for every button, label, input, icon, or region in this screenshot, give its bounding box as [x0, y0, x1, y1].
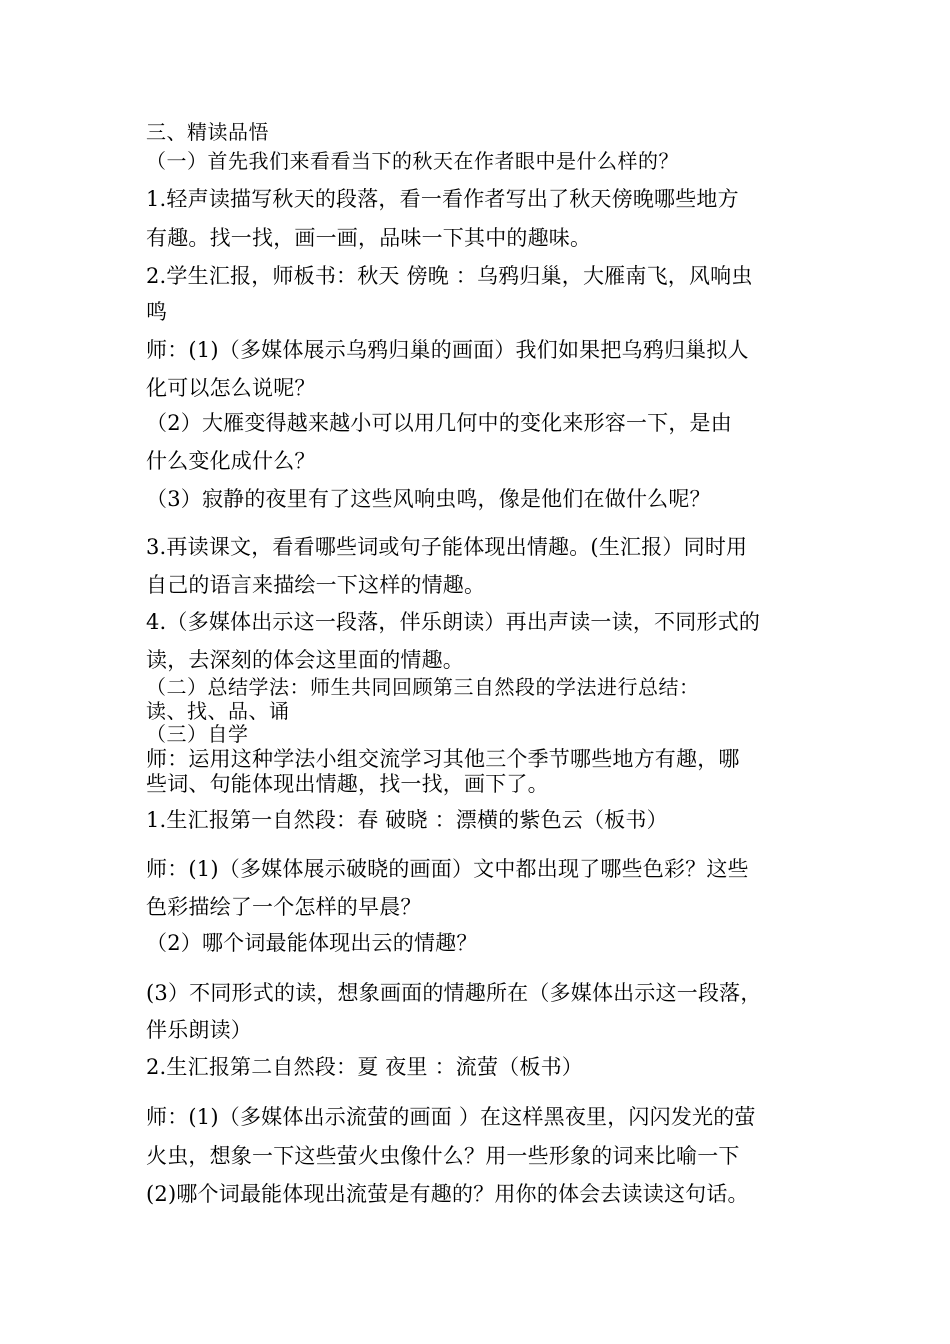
- subsection-heading-1: （一）首先我们来看看当下的秋天在作者眼中是什么样的？: [146, 149, 679, 173]
- paragraph-line: 4.（多媒体出示这一段落，伴乐朗读）再出声读一读，不同形式的: [146, 610, 761, 634]
- paragraph-line: 读，去深刻的体会这里面的情趣。: [146, 648, 464, 672]
- paragraph-line: 鸣: [146, 300, 168, 324]
- paragraph-line: 1.轻声读描写秋天的段落，看一看作者写出了秋天傍晚哪些地方: [146, 187, 739, 211]
- paragraph-line: 2.生汇报第二自然段：夏 夜里 ：流萤（板书）: [146, 1055, 583, 1079]
- paragraph-line: 师：(1)（多媒体展示破晓的画面）文中都出现了哪些色彩？这些: [146, 857, 749, 881]
- section-heading: 三、精读品悟: [146, 120, 269, 144]
- paragraph-line: （2）哪个词最能体现出云的情趣？: [146, 931, 478, 955]
- paragraph-line: 些词、句能体现出情趣，找一找，画下了。: [146, 772, 549, 796]
- paragraph-line: 自己的语言来描绘一下这样的情趣。: [146, 573, 486, 597]
- paragraph-line: (2)哪个词最能体现出流萤是有趣的？用你的体会去读读这句话。: [146, 1182, 749, 1206]
- paragraph-line: 师：运用这种学法小组交流学习其他三个季节哪些地方有趣，哪: [146, 747, 740, 771]
- paragraph-line: 3.再读课文，看看哪些词或句子能体现出情趣。(生汇报）同时用: [146, 535, 748, 559]
- paragraph-line: （2）大雁变得越来越小可以用几何中的变化来形容一下，是由: [146, 411, 732, 435]
- paragraph-line: 师：(1)（多媒体出示流萤的画面 ）在这样黑夜里，闪闪发光的萤: [146, 1105, 756, 1129]
- paragraph-line: 师：(1)（多媒体展示乌鸦归巢的画面）我们如果把乌鸦归巢拟人: [146, 338, 749, 362]
- paragraph-line: 火虫，想象一下这些萤火虫像什么？用一些形象的词来比喻一下: [146, 1144, 740, 1168]
- paragraph-line: 化可以怎么说呢？: [146, 376, 316, 400]
- subsection-heading-2: （二）总结学法：师生共同回顾第三自然段的学法进行总结：: [146, 675, 700, 699]
- paragraph-line: 色彩描绘了一个怎样的早晨？: [146, 895, 422, 919]
- paragraph-line: 伴乐朗读）: [146, 1018, 252, 1042]
- paragraph-line: （3）寂静的夜里有了这些风响虫鸣，像是他们在做什么呢？: [146, 487, 711, 511]
- paragraph-line: (3）不同形式的读，想象画面的情趣所在（多媒体出示这一段落，: [146, 981, 762, 1005]
- paragraph-line: 什么变化成什么？: [146, 449, 316, 473]
- paragraph-line: 2.学生汇报，师板书：秋天 傍晚 ：乌鸦归巢，大雁南飞，风响虫: [146, 264, 753, 288]
- paragraph-line: 1.生汇报第一自然段：春 破晓 ：漂横的紫色云（板书）: [146, 808, 668, 832]
- paragraph-line: 有趣。找一找，画一画，品味一下其中的趣味。: [146, 226, 592, 250]
- paragraph-line: 读、找、品、诵: [146, 699, 290, 723]
- subsection-heading-3: （三）自学: [146, 722, 249, 746]
